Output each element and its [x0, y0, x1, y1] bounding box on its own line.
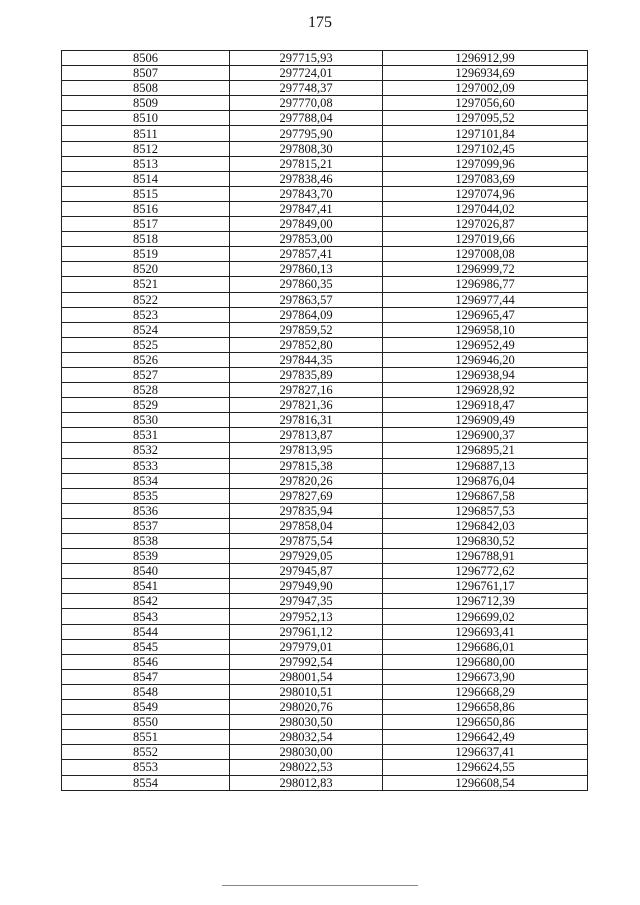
- point-number-cell: 8533: [62, 458, 230, 473]
- point-number-cell: 8552: [62, 745, 230, 760]
- x-coordinate-cell: 297859,52: [230, 322, 383, 337]
- y-coordinate-cell: 1296876,04: [383, 473, 588, 488]
- point-number-cell: 8529: [62, 398, 230, 413]
- x-coordinate-cell: 298012,83: [230, 775, 383, 790]
- point-number-cell: 8508: [62, 81, 230, 96]
- table-row: [62, 352, 588, 367]
- x-coordinate-cell: 297858,04: [230, 518, 383, 533]
- point-number-cell: 8511: [62, 126, 230, 141]
- point-number-cell: 8530: [62, 413, 230, 428]
- table-row: [62, 549, 588, 564]
- table-row: [62, 518, 588, 533]
- x-coordinate-cell: 297835,94: [230, 503, 383, 518]
- y-coordinate-cell: 1296712,39: [383, 594, 588, 609]
- y-coordinate-cell: 1296918,47: [383, 398, 588, 413]
- point-number-cell: 8550: [62, 715, 230, 730]
- table-row: [62, 624, 588, 639]
- table-row: [62, 96, 588, 111]
- y-coordinate-cell: 1297074,96: [383, 186, 588, 201]
- y-coordinate-cell: 1296686,01: [383, 639, 588, 654]
- point-number-cell: 8519: [62, 247, 230, 262]
- x-coordinate-cell: 298032,54: [230, 730, 383, 745]
- y-coordinate-cell: 1297026,87: [383, 217, 588, 232]
- table-row: [62, 307, 588, 322]
- table-row: [62, 413, 588, 428]
- x-coordinate-cell: 297947,35: [230, 594, 383, 609]
- x-coordinate-cell: 297992,54: [230, 654, 383, 669]
- x-coordinate-cell: 297844,35: [230, 352, 383, 367]
- point-number-cell: 8534: [62, 473, 230, 488]
- y-coordinate-cell: 1297095,52: [383, 111, 588, 126]
- table-row: [62, 186, 588, 201]
- table-row: [62, 775, 588, 790]
- y-coordinate-cell: 1296857,53: [383, 503, 588, 518]
- table-row: [62, 443, 588, 458]
- y-coordinate-cell: 1296977,44: [383, 292, 588, 307]
- x-coordinate-cell: 297821,36: [230, 398, 383, 413]
- table-row: [62, 217, 588, 232]
- point-number-cell: 8523: [62, 307, 230, 322]
- point-number-cell: 8540: [62, 564, 230, 579]
- x-coordinate-cell: 297952,13: [230, 609, 383, 624]
- table-row: [62, 232, 588, 247]
- table-row: [62, 760, 588, 775]
- table-row: [62, 383, 588, 398]
- x-coordinate-cell: 297961,12: [230, 624, 383, 639]
- y-coordinate-cell: 1296673,90: [383, 669, 588, 684]
- x-coordinate-cell: 297860,35: [230, 277, 383, 292]
- point-number-cell: 8527: [62, 367, 230, 382]
- x-coordinate-cell: 297853,00: [230, 232, 383, 247]
- y-coordinate-cell: 1296946,20: [383, 352, 588, 367]
- x-coordinate-cell: 298001,54: [230, 669, 383, 684]
- y-coordinate-cell: 1297002,09: [383, 81, 588, 96]
- y-coordinate-cell: 1297008,08: [383, 247, 588, 262]
- table-row: [62, 81, 588, 96]
- y-coordinate-cell: 1297056,60: [383, 96, 588, 111]
- table-row: [62, 564, 588, 579]
- table-row: [62, 247, 588, 262]
- x-coordinate-cell: 297816,31: [230, 413, 383, 428]
- y-coordinate-cell: 1296986,77: [383, 277, 588, 292]
- coordinates-table: [61, 50, 588, 791]
- y-coordinate-cell: 1296928,92: [383, 383, 588, 398]
- y-coordinate-cell: 1296772,62: [383, 564, 588, 579]
- table-row: [62, 141, 588, 156]
- x-coordinate-cell: 297875,54: [230, 534, 383, 549]
- point-number-cell: 8522: [62, 292, 230, 307]
- y-coordinate-cell: 1296999,72: [383, 262, 588, 277]
- y-coordinate-cell: 1297019,66: [383, 232, 588, 247]
- y-coordinate-cell: 1296900,37: [383, 428, 588, 443]
- point-number-cell: 8543: [62, 609, 230, 624]
- point-number-cell: 8525: [62, 337, 230, 352]
- point-number-cell: 8546: [62, 654, 230, 669]
- x-coordinate-cell: 297857,41: [230, 247, 383, 262]
- point-number-cell: 8547: [62, 669, 230, 684]
- x-coordinate-cell: 297949,90: [230, 579, 383, 594]
- point-number-cell: 8541: [62, 579, 230, 594]
- y-coordinate-cell: 1296624,55: [383, 760, 588, 775]
- table-row: [62, 503, 588, 518]
- x-coordinate-cell: 297815,38: [230, 458, 383, 473]
- x-coordinate-cell: 297748,37: [230, 81, 383, 96]
- table-row: [62, 337, 588, 352]
- point-number-cell: 8549: [62, 700, 230, 715]
- y-coordinate-cell: 1296895,21: [383, 443, 588, 458]
- table-row: [62, 277, 588, 292]
- x-coordinate-cell: 297979,01: [230, 639, 383, 654]
- table-row: [62, 534, 588, 549]
- table-row: [62, 171, 588, 186]
- x-coordinate-cell: 297863,57: [230, 292, 383, 307]
- y-coordinate-cell: 1296761,17: [383, 579, 588, 594]
- table-row: [62, 639, 588, 654]
- x-coordinate-cell: 297838,46: [230, 171, 383, 186]
- y-coordinate-cell: 1296658,86: [383, 700, 588, 715]
- table-row: [62, 262, 588, 277]
- x-coordinate-cell: 297945,87: [230, 564, 383, 579]
- page-number: 175: [308, 14, 332, 31]
- x-coordinate-cell: 297864,09: [230, 307, 383, 322]
- x-coordinate-cell: 297813,87: [230, 428, 383, 443]
- x-coordinate-cell: 297770,08: [230, 96, 383, 111]
- x-coordinate-cell: 298030,00: [230, 745, 383, 760]
- y-coordinate-cell: 1296608,54: [383, 775, 588, 790]
- table-row: [62, 473, 588, 488]
- point-number-cell: 8521: [62, 277, 230, 292]
- point-number-cell: 8528: [62, 383, 230, 398]
- point-number-cell: 8554: [62, 775, 230, 790]
- y-coordinate-cell: 1296642,49: [383, 730, 588, 745]
- x-coordinate-cell: 297849,00: [230, 217, 383, 232]
- table-row: [62, 700, 588, 715]
- y-coordinate-cell: 1296788,91: [383, 549, 588, 564]
- point-number-cell: 8548: [62, 684, 230, 699]
- x-coordinate-cell: 297929,05: [230, 549, 383, 564]
- y-coordinate-cell: 1296830,52: [383, 534, 588, 549]
- x-coordinate-cell: 297815,21: [230, 156, 383, 171]
- table-row: [62, 126, 588, 141]
- table-row: [62, 715, 588, 730]
- x-coordinate-cell: 298022,53: [230, 760, 383, 775]
- x-coordinate-cell: 297827,69: [230, 488, 383, 503]
- x-coordinate-cell: 297835,89: [230, 367, 383, 382]
- y-coordinate-cell: 1296887,13: [383, 458, 588, 473]
- y-coordinate-cell: 1296637,41: [383, 745, 588, 760]
- x-coordinate-cell: 297860,13: [230, 262, 383, 277]
- table-row: [62, 367, 588, 382]
- y-coordinate-cell: 1296680,00: [383, 654, 588, 669]
- x-coordinate-cell: 298010,51: [230, 684, 383, 699]
- table-row: [62, 156, 588, 171]
- point-number-cell: 8535: [62, 488, 230, 503]
- point-number-cell: 8553: [62, 760, 230, 775]
- y-coordinate-cell: 1296912,99: [383, 51, 588, 66]
- table-row: [62, 745, 588, 760]
- y-coordinate-cell: 1296909,49: [383, 413, 588, 428]
- x-coordinate-cell: 298020,76: [230, 700, 383, 715]
- table-row: [62, 594, 588, 609]
- table-row: [62, 428, 588, 443]
- y-coordinate-cell: 1296952,49: [383, 337, 588, 352]
- footer-divider: [222, 885, 418, 886]
- y-coordinate-cell: 1296693,41: [383, 624, 588, 639]
- table-row: [62, 488, 588, 503]
- y-coordinate-cell: 1296934,69: [383, 66, 588, 81]
- point-number-cell: 8513: [62, 156, 230, 171]
- point-number-cell: 8545: [62, 639, 230, 654]
- x-coordinate-cell: 297852,80: [230, 337, 383, 352]
- point-number-cell: 8518: [62, 232, 230, 247]
- point-number-cell: 8510: [62, 111, 230, 126]
- y-coordinate-cell: 1296938,94: [383, 367, 588, 382]
- y-coordinate-cell: 1297099,96: [383, 156, 588, 171]
- point-number-cell: 8551: [62, 730, 230, 745]
- x-coordinate-cell: 297788,04: [230, 111, 383, 126]
- y-coordinate-cell: 1296668,29: [383, 684, 588, 699]
- y-coordinate-cell: 1296958,10: [383, 322, 588, 337]
- x-coordinate-cell: 297827,16: [230, 383, 383, 398]
- x-coordinate-cell: 297820,26: [230, 473, 383, 488]
- x-coordinate-cell: 298030,50: [230, 715, 383, 730]
- y-coordinate-cell: 1297102,45: [383, 141, 588, 156]
- y-coordinate-cell: 1296699,02: [383, 609, 588, 624]
- table-row: [62, 654, 588, 669]
- y-coordinate-cell: 1296842,03: [383, 518, 588, 533]
- y-coordinate-cell: 1296650,86: [383, 715, 588, 730]
- x-coordinate-cell: 297813,95: [230, 443, 383, 458]
- point-number-cell: 8531: [62, 428, 230, 443]
- point-number-cell: 8532: [62, 443, 230, 458]
- y-coordinate-cell: 1297044,02: [383, 201, 588, 216]
- point-number-cell: 8512: [62, 141, 230, 156]
- x-coordinate-cell: 297795,90: [230, 126, 383, 141]
- point-number-cell: 8544: [62, 624, 230, 639]
- y-coordinate-cell: 1297101,84: [383, 126, 588, 141]
- point-number-cell: 8538: [62, 534, 230, 549]
- y-coordinate-cell: 1296965,47: [383, 307, 588, 322]
- table-row: [62, 51, 588, 66]
- y-coordinate-cell: 1296867,58: [383, 488, 588, 503]
- point-number-cell: 8507: [62, 66, 230, 81]
- x-coordinate-cell: 297724,01: [230, 66, 383, 81]
- table-row: [62, 609, 588, 624]
- table-row: [62, 398, 588, 413]
- table-row: [62, 322, 588, 337]
- coordinates-table-body: [62, 51, 588, 791]
- x-coordinate-cell: 297843,70: [230, 186, 383, 201]
- table-row: [62, 292, 588, 307]
- point-number-cell: 8524: [62, 322, 230, 337]
- point-number-cell: 8520: [62, 262, 230, 277]
- x-coordinate-cell: 297847,41: [230, 201, 383, 216]
- point-number-cell: 8537: [62, 518, 230, 533]
- point-number-cell: 8536: [62, 503, 230, 518]
- x-coordinate-cell: 297808,30: [230, 141, 383, 156]
- point-number-cell: 8542: [62, 594, 230, 609]
- point-number-cell: 8516: [62, 201, 230, 216]
- point-number-cell: 8526: [62, 352, 230, 367]
- point-number-cell: 8517: [62, 217, 230, 232]
- point-number-cell: 8514: [62, 171, 230, 186]
- table-row: [62, 66, 588, 81]
- point-number-cell: 8506: [62, 51, 230, 66]
- table-row: [62, 111, 588, 126]
- point-number-cell: 8515: [62, 186, 230, 201]
- table-row: [62, 579, 588, 594]
- table-row: [62, 201, 588, 216]
- y-coordinate-cell: 1297083,69: [383, 171, 588, 186]
- table-row: [62, 730, 588, 745]
- point-number-cell: 8509: [62, 96, 230, 111]
- x-coordinate-cell: 297715,93: [230, 51, 383, 66]
- table-row: [62, 684, 588, 699]
- point-number-cell: 8539: [62, 549, 230, 564]
- table-row: [62, 669, 588, 684]
- table-row: [62, 458, 588, 473]
